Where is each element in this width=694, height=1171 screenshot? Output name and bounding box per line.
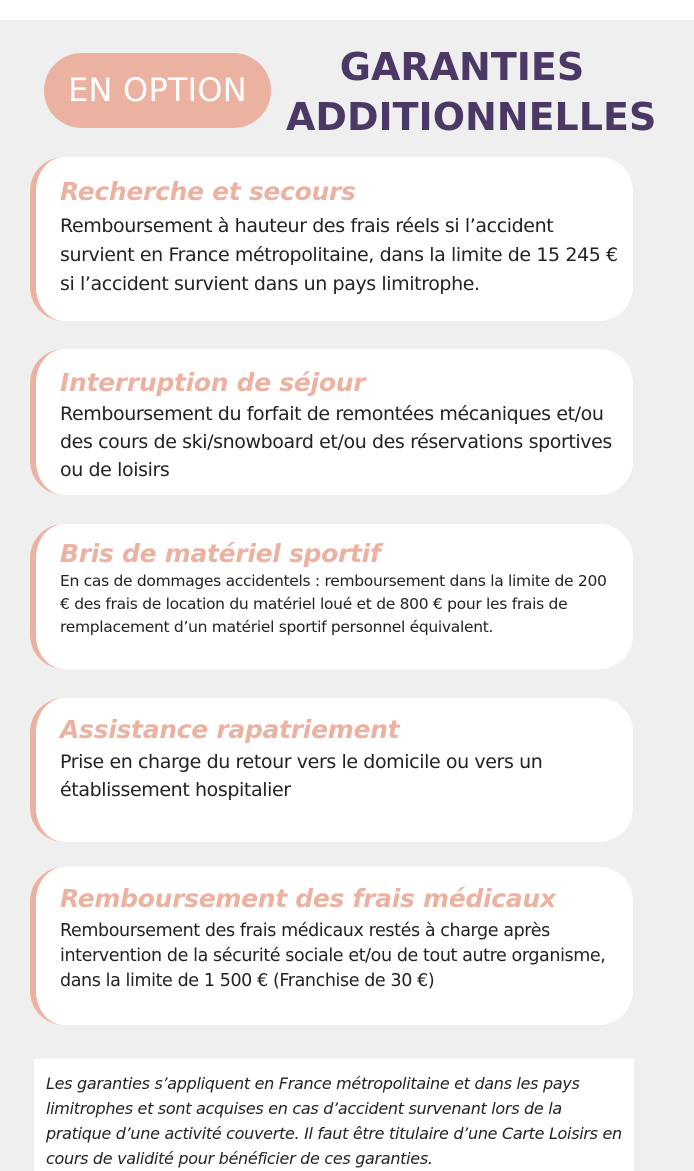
card-title: Remboursement des frais médicaux — [60, 884, 556, 913]
card-title: Interruption de séjour — [60, 368, 366, 397]
card-assistance-rapatriement — [30, 698, 633, 842]
page-title — [286, 42, 657, 142]
card-body: Remboursement des frais médicaux restés à charge après intervention de la sécurité sociale et/ou de tout autre organisme, dans la limite de 1 500 € (Franchise de 30 €) — [60, 921, 606, 991]
card-body: Remboursement à hauteur des frais réels si l’accident survient en France métropolitaine, dans la limite de 15 245 € si l’accident survient dans un pays limitrophe. — [60, 215, 618, 295]
page-title-line2: ADDITIONNELLES — [286, 95, 657, 139]
card-bris-materiel — [30, 524, 633, 669]
card-body: En cas de dommages accidentels : remboursement dans la limite de 200 € des frais de location du matériel loué et de 800 € pour les frais de remplacement d’un matériel sportif personnel équivalent. — [60, 572, 607, 636]
page-title-line1: GARANTIES — [339, 45, 585, 89]
option-badge: EN OPTION — [44, 53, 271, 128]
conditions-notice: Les garanties s’appliquent en France métropolitaine et dans les pays limitrophes et sont acquises en cas d’accident survenant lors de la pratique d’une activité couverte. Il faut être titulaire d’une Carte Loisirs en cours de validité pour bénéficier de ces garanties. — [34, 1059, 634, 1171]
card-recherche-secours — [30, 157, 633, 321]
card-title: Bris de matériel sportif — [60, 539, 381, 568]
card-body: Remboursement du forfait de remontées mécaniques et/ou des cours de ski/snowboard et/ou des réservations sportives ou de loisirs — [60, 403, 612, 481]
card-interruption-sejour — [30, 349, 633, 495]
card-title: Assistance rapatriement — [60, 715, 400, 744]
card-title: Recherche et secours — [60, 177, 356, 206]
card-frais-medicaux — [30, 867, 633, 1025]
card-body: Prise en charge du retour vers le domicile ou vers un établissement hospitalier — [60, 751, 543, 801]
